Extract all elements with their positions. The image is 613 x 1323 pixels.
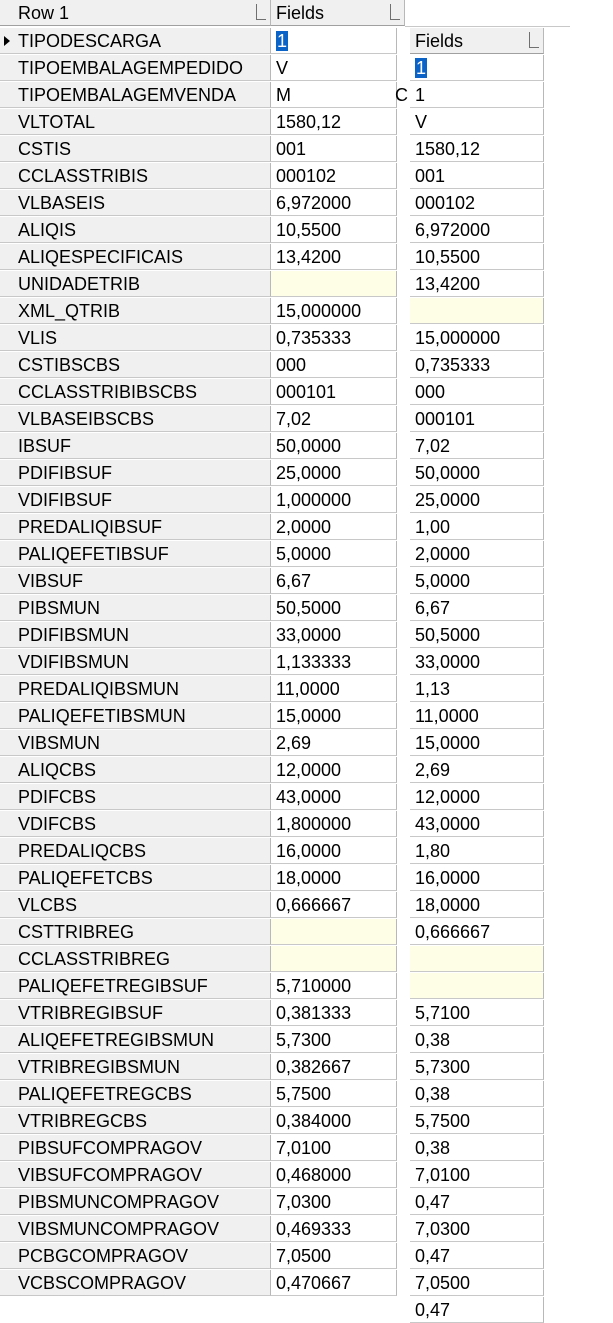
secondary-table-row[interactable] [410,1054,544,1080]
row-name-cell[interactable]: PALIQEFETCBS [0,865,271,891]
table-row[interactable] [0,1189,397,1215]
row-value-cell[interactable]: 0,384000 [271,1108,397,1134]
table-row[interactable] [0,325,397,351]
table-row[interactable] [0,1243,397,1269]
row-value-cell[interactable]: 2,69 [271,730,397,756]
secondary-table-row[interactable] [410,784,544,810]
row-name-cell[interactable]: PIBSMUN [0,595,271,621]
secondary-value-cell[interactable]: 5,7100 [410,1000,544,1026]
row-value-cell[interactable]: 1,133333 [271,649,397,675]
table-row[interactable] [0,1081,397,1107]
secondary-selected-value: 1 [416,58,427,78]
secondary-value-cell[interactable]: 50,0000 [410,460,544,486]
row-value-cell[interactable]: 000101 [271,379,397,405]
secondary-table-row[interactable] [410,1162,544,1188]
secondary-value-cell[interactable]: 0,38 [410,1135,544,1161]
secondary-table-row[interactable] [410,1216,544,1242]
secondary-table-row[interactable] [410,622,544,648]
secondary-table-row[interactable] [410,703,544,729]
row-name-cell[interactable]: VIBSMUNCOMPRAGOV [0,1216,271,1242]
row-value-cell[interactable]: 1,000000 [271,487,397,513]
row-value-cell[interactable]: 1,800000 [271,811,397,837]
table-row[interactable] [0,730,397,756]
secondary-table-row[interactable] [410,649,544,675]
secondary-value-cell[interactable]: 5,7300 [410,1054,544,1080]
table-row[interactable] [0,514,397,540]
secondary-value-cell[interactable]: 6,67 [410,595,544,621]
grid-divider-line [405,26,570,27]
row-value-cell[interactable]: 0,666667 [271,892,397,918]
secondary-value-cell[interactable]: 1,13 [410,676,544,702]
header-fields-cell[interactable] [271,0,405,26]
table-row[interactable] [0,1135,397,1161]
secondary-table-row[interactable] [410,1189,544,1215]
row-name-cell[interactable]: VDIFIBSUF [0,487,271,513]
table-row[interactable] [0,1162,397,1188]
row-name-cell[interactable]: PREDALIQIBSMUN [0,676,271,702]
row-name-cell[interactable]: CSTIBSCBS [0,352,271,378]
row-name-cell[interactable]: IBSUF [0,433,271,459]
secondary-table-row[interactable] [410,55,544,81]
row-value-cell[interactable]: 7,0100 [271,1135,397,1161]
table-row[interactable] [0,649,397,675]
secondary-table-row[interactable] [410,190,544,216]
row-value-cell[interactable]: 50,5000 [271,595,397,621]
secondary-value-cell[interactable]: 001 [410,163,544,189]
row-value-cell[interactable]: 18,0000 [271,865,397,891]
row-value-cell[interactable]: 10,5500 [271,217,397,243]
row-name-cell[interactable]: PALIQEFETREGCBS [0,1081,271,1107]
secondary-table-row[interactable] [410,298,544,324]
row-value-cell[interactable]: 5,7300 [271,1027,397,1053]
row-name-cell[interactable]: CSTTRIBREG [0,919,271,945]
row-value-cell[interactable]: 25,0000 [271,460,397,486]
secondary-table-row[interactable] [410,730,544,756]
grid-header-row [0,0,410,26]
row-name-cell[interactable]: PIBSUFCOMPRAGOV [0,1135,271,1161]
secondary-header-row [410,28,544,54]
row-value-cell[interactable]: 001 [271,136,397,162]
table-row[interactable] [0,865,397,891]
secondary-value-cell[interactable]: 0,666667 [410,919,544,945]
table-row[interactable] [0,352,397,378]
table-row[interactable] [0,703,397,729]
table-row[interactable] [0,1000,397,1026]
secondary-table-row[interactable] [410,136,544,162]
row-name-cell[interactable]: VLIS [0,325,271,351]
row-value-cell[interactable]: 5,710000 [271,973,397,999]
secondary-header-fields-label: Fields [415,31,464,51]
secondary-table-row[interactable] [410,1243,544,1269]
secondary-table-row[interactable] [410,1081,544,1107]
row-name-cell[interactable]: PALIQEFETIBSUF [0,541,271,567]
secondary-value-cell[interactable]: 5,7500 [410,1108,544,1134]
row-name-cell[interactable]: TIPOEMBALAGEMVENDA [0,82,271,108]
secondary-table-row[interactable] [410,487,544,513]
secondary-value-cell[interactable]: 6,972000 [410,217,544,243]
row-value-cell[interactable]: 16,0000 [271,838,397,864]
row-name-cell[interactable]: VLBASEIS [0,190,271,216]
secondary-table-row[interactable] [410,865,544,891]
secondary-value-cell[interactable]: 50,5000 [410,622,544,648]
row-name-cell[interactable]: VTRIBREGIBSMUN [0,1054,271,1080]
secondary-value-cell[interactable]: 000 [410,379,544,405]
header-row-label-cell[interactable] [0,0,271,26]
table-row[interactable] [0,568,397,594]
row-name-cell[interactable]: VIBSMUN [0,730,271,756]
header-resize-grip-icon[interactable] [256,4,266,20]
secondary-table-row[interactable] [410,595,544,621]
row-value-cell[interactable]: 6,67 [271,568,397,594]
secondary-table-row[interactable] [410,1270,544,1296]
row-value-cell[interactable]: M [271,82,397,108]
secondary-value-cell[interactable]: 7,02 [410,433,544,459]
row-value-cell[interactable]: 6,972000 [271,190,397,216]
table-row[interactable] [0,676,397,702]
secondary-table-row[interactable] [410,163,544,189]
row-name-cell[interactable]: CCLASSTRIBREG [0,946,271,972]
row-value-cell[interactable]: 0,381333 [271,1000,397,1026]
secondary-value-cell[interactable]: 5,0000 [410,568,544,594]
row-value-cell[interactable]: 000 [271,352,397,378]
row-name-cell[interactable]: CCLASSTRIBIBSCBS [0,379,271,405]
table-row[interactable] [0,487,397,513]
row-value-cell[interactable]: 5,0000 [271,541,397,567]
table-row[interactable] [0,190,397,216]
row-name-cell[interactable]: VLBASEIBSCBS [0,406,271,432]
row-value-cell[interactable]: 12,0000 [271,757,397,783]
clipped-cell-fragment [395,82,409,108]
row-value-cell[interactable]: 0,735333 [271,325,397,351]
secondary-value-cell[interactable]: 0,38 [410,1027,544,1053]
secondary-value-cell[interactable]: 33,0000 [410,649,544,675]
header-resize-grip-icon[interactable] [529,32,539,48]
table-row[interactable] [0,784,397,810]
secondary-table-row[interactable] [410,406,544,432]
table-row[interactable] [0,109,397,135]
secondary-table-row[interactable] [410,1000,544,1026]
secondary-value-cell[interactable]: 2,69 [410,757,544,783]
secondary-value-cell[interactable]: 11,0000 [410,703,544,729]
secondary-table-row[interactable] [410,1027,544,1053]
secondary-value-cell[interactable]: 1 [410,82,544,108]
table-row[interactable] [0,1216,397,1242]
table-row[interactable] [0,217,397,243]
row-value-cell[interactable] [271,271,397,297]
secondary-value-cell[interactable]: 1580,12 [410,136,544,162]
secondary-value-cell[interactable]: 12,0000 [410,784,544,810]
secondary-value-cell[interactable] [410,298,544,324]
secondary-table-row[interactable] [410,838,544,864]
secondary-value-cell[interactable]: 1,80 [410,838,544,864]
secondary-value-cell[interactable]: 7,0300 [410,1216,544,1242]
secondary-table-row[interactable] [410,757,544,783]
clipped-glyph: C [395,85,408,105]
secondary-table-row[interactable] [410,460,544,486]
row-name-cell[interactable]: PREDALIQIBSUF [0,514,271,540]
table-row[interactable] [0,973,397,999]
row-value-cell[interactable]: 50,0000 [271,433,397,459]
table-row[interactable] [0,838,397,864]
secondary-header-fields-cell[interactable] [410,28,544,54]
row-name-cell[interactable]: TIPODESCARGA [0,28,271,54]
table-row[interactable] [0,163,397,189]
table-row[interactable] [0,379,397,405]
secondary-table-row[interactable] [410,352,544,378]
row-name-cell[interactable]: PDIFCBS [0,784,271,810]
secondary-value-cell[interactable]: 0,47 [410,1189,544,1215]
secondary-value-cell[interactable]: 0,47 [410,1243,544,1269]
secondary-value-cell[interactable]: 000102 [410,190,544,216]
secondary-table-row[interactable] [410,433,544,459]
row-value-cell[interactable]: 0,468000 [271,1162,397,1188]
secondary-value-cell[interactable]: 7,0500 [410,1270,544,1296]
secondary-value-cell[interactable]: 15,000000 [410,325,544,351]
row-name-cell[interactable]: XML_QTRIB [0,298,271,324]
row-value-cell[interactable]: 7,02 [271,406,397,432]
row-name-cell[interactable]: PREDALIQCBS [0,838,271,864]
row-name-cell[interactable]: TIPOEMBALAGEMPEDIDO [0,55,271,81]
row-value-cell[interactable] [271,946,397,972]
row-value-cell[interactable]: 0,469333 [271,1216,397,1242]
secondary-value-cell[interactable]: 0,47 [410,1297,544,1323]
secondary-value-cell[interactable]: 1,00 [410,514,544,540]
row-name-cell[interactable]: VDIFCBS [0,811,271,837]
secondary-table-row[interactable] [410,568,544,594]
row-name-cell[interactable]: CCLASSTRIBIS [0,163,271,189]
row-name-cell[interactable]: PCBGCOMPRAGOV [0,1243,271,1269]
table-row[interactable] [0,622,397,648]
table-row[interactable] [0,28,397,54]
secondary-table-row[interactable] [410,379,544,405]
row-name-cell[interactable]: PIBSMUNCOMPRAGOV [0,1189,271,1215]
row-value-cell[interactable]: 0,382667 [271,1054,397,1080]
table-row[interactable] [0,460,397,486]
secondary-table-row[interactable] [410,892,544,918]
table-row[interactable] [0,1270,397,1296]
secondary-value-cell[interactable] [410,973,544,999]
secondary-table-row[interactable] [410,541,544,567]
row-name-cell[interactable]: PALIQEFETREGIBSUF [0,973,271,999]
selected-value: 1 [277,31,288,51]
table-row[interactable] [0,298,397,324]
row-name-cell[interactable]: PDIFIBSMUN [0,622,271,648]
secondary-table-row[interactable] [410,82,544,108]
row-name-cell[interactable]: VLTOTAL [0,109,271,135]
secondary-value-cell[interactable]: V [410,109,544,135]
row-name-cell[interactable]: VCBSCOMPRAGOV [0,1270,271,1296]
secondary-value-cell[interactable]: 000101 [410,406,544,432]
header-row-label: Row 1 [18,3,70,23]
table-row[interactable] [0,1108,397,1134]
row-value-cell[interactable]: 33,0000 [271,622,397,648]
secondary-value-cell[interactable] [410,946,544,972]
row-value-cell[interactable]: 5,7500 [271,1081,397,1107]
table-row[interactable] [0,595,397,621]
row-value-cell[interactable]: 15,000000 [271,298,397,324]
table-row[interactable] [0,271,397,297]
row-name-cell[interactable]: ALIQESPECIFICAIS [0,244,271,270]
table-row[interactable] [0,55,397,81]
secondary-table-row[interactable] [410,1108,544,1134]
secondary-value-cell[interactable]: 10,5500 [410,244,544,270]
current-row-indicator-icon [4,36,10,46]
table-row[interactable] [0,244,397,270]
secondary-value-cell[interactable]: 13,4200 [410,271,544,297]
row-name-cell[interactable]: ALIQCBS [0,757,271,783]
row-name-cell[interactable]: VDIFIBSMUN [0,649,271,675]
table-row[interactable] [0,811,397,837]
row-name-cell[interactable]: ALIQEFETREGIBSMUN [0,1027,271,1053]
row-name-cell[interactable]: VTRIBREGCBS [0,1108,271,1134]
row-value-cell[interactable]: 2,0000 [271,514,397,540]
secondary-table-row[interactable] [410,973,544,999]
secondary-table-row[interactable] [410,514,544,540]
secondary-table-row[interactable] [410,325,544,351]
row-value-cell[interactable]: 7,0500 [271,1243,397,1269]
secondary-value-cell[interactable]: 0,38 [410,1081,544,1107]
table-row[interactable] [0,82,397,108]
secondary-table-row[interactable] [410,919,544,945]
table-row[interactable] [0,946,397,972]
table-row[interactable] [0,892,397,918]
row-value-cell[interactable]: 11,0000 [271,676,397,702]
row-name-cell[interactable]: VLCBS [0,892,271,918]
row-name-cell[interactable]: VIBSUFCOMPRAGOV [0,1162,271,1188]
row-value-cell[interactable]: 0,470667 [271,1270,397,1296]
secondary-value-cell[interactable]: 25,0000 [410,487,544,513]
table-row[interactable] [0,406,397,432]
row-name-cell[interactable]: ALIQIS [0,217,271,243]
row-value-cell[interactable] [271,919,397,945]
secondary-value-cell[interactable]: 16,0000 [410,865,544,891]
secondary-value-cell[interactable]: 7,0100 [410,1162,544,1188]
secondary-value-cell[interactable]: 43,0000 [410,811,544,837]
row-value-cell[interactable]: 43,0000 [271,784,397,810]
table-row[interactable] [0,433,397,459]
row-value-cell[interactable]: 7,0300 [271,1189,397,1215]
row-value-cell[interactable] [271,28,397,54]
secondary-table-row[interactable] [410,811,544,837]
secondary-table-row[interactable] [410,676,544,702]
table-row[interactable] [0,1054,397,1080]
secondary-table-row[interactable] [410,1297,544,1323]
row-name-cell[interactable]: VTRIBREGIBSUF [0,1000,271,1026]
table-row[interactable] [0,1027,397,1053]
secondary-table-row[interactable] [410,217,544,243]
row-name-cell[interactable]: UNIDADETRIB [0,271,271,297]
table-row[interactable] [0,919,397,945]
secondary-table-row[interactable] [410,109,544,135]
row-value-cell[interactable]: V [271,55,397,81]
secondary-table-row[interactable] [410,244,544,270]
table-row[interactable] [0,136,397,162]
row-value-cell[interactable]: 1580,12 [271,109,397,135]
secondary-value-cell[interactable]: 18,0000 [410,892,544,918]
secondary-table-row[interactable] [410,1135,544,1161]
row-name-cell[interactable]: VIBSUF [0,568,271,594]
row-name-cell[interactable]: PALIQEFETIBSMUN [0,703,271,729]
secondary-table-row[interactable] [410,271,544,297]
row-value-cell[interactable]: 000102 [271,163,397,189]
header-resize-grip-icon[interactable] [390,4,400,20]
secondary-table-row[interactable] [410,946,544,972]
secondary-value-cell[interactable]: 2,0000 [410,541,544,567]
table-row[interactable] [0,541,397,567]
row-name-cell[interactable]: CSTIS [0,136,271,162]
secondary-value-cell[interactable]: 15,0000 [410,730,544,756]
row-value-cell[interactable]: 15,0000 [271,703,397,729]
table-row[interactable] [0,757,397,783]
row-name-cell[interactable]: PDIFIBSUF [0,460,271,486]
row-value-cell[interactable]: 13,4200 [271,244,397,270]
secondary-value-cell[interactable]: 0,735333 [410,352,544,378]
secondary-value-cell[interactable] [410,55,544,81]
header-fields-label: Fields [276,3,325,23]
